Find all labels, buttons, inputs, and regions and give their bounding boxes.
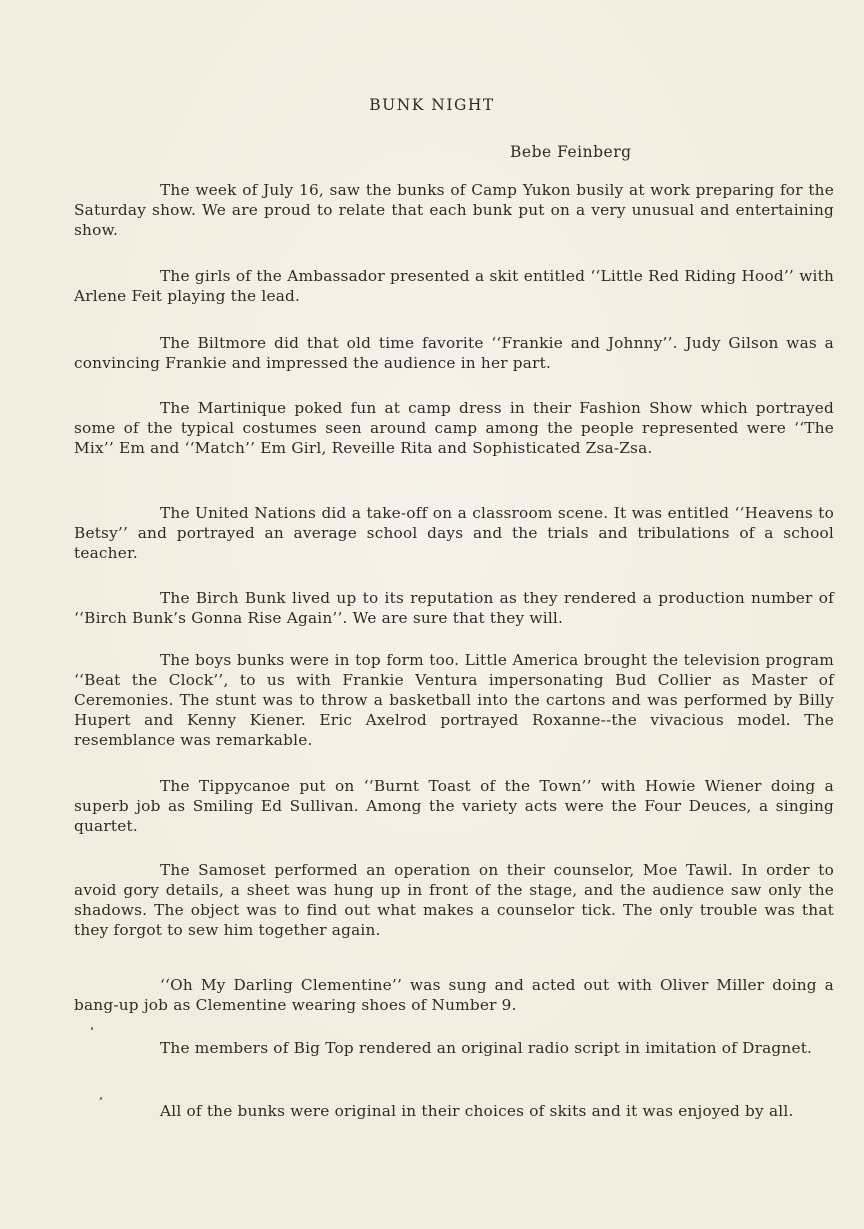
paragraph-2: The girls of the Ambassador presented a skit entitled ‘‘Little Red Riding Hood’’ with Arlene Feit playing the lead. [74,267,834,305]
paragraph-5: The United Nations did a take-off on a classroom scene. It was entitled ‘‘Heavens to Betsy’’ and portrayed an average school days and the trials and tribulations of a school teacher. [74,504,834,562]
paragraph-4: The Martinique poked fun at camp dress in their Fashion Show which portrayed some of the typical costumes seen around camp among the people represented were ‘‘The Mix’’ Em and ‘‘Match’’ Em Girl, Reveille Rita and Sophisticated Zsa-Zsa. [74,399,834,457]
paper-speck [99,1097,102,1101]
document-title: BUNK NIGHT [369,96,495,114]
paragraph-8: The Tippycanoe put on ‘‘Burnt Toast of the Town’’ with Howie Wiener doing a superb job as Smiling Ed Sullivan. Among the variety acts were the Four Deuces, a singing quartet. [74,777,834,835]
paragraph-1: The week of July 16, saw the bunks of Camp Yukon busily at work preparing for the Saturday show. We are proud to relate that each bunk put on a very unusual and entertaining show. [74,181,834,239]
paragraph-6: The Birch Bunk lived up to its reputation as they rendered a production number of ‘‘Birch Bunk’s Gonna Rise Again’’. We are sure that they will. [74,589,834,627]
paragraph-11: The members of Big Top rendered an original radio script in imitation of Dragnet. [160,1039,813,1057]
paragraph-7: The boys bunks were in top form too. Little America brought the television program ‘‘Beat the Clock’’, to us with Frankie Ventura impersonating Bud Collier as Master of Ceremonies. The stunt was to throw a basketball into the cartons and was performed by Billy Hupert and Kenny Kiener. Eric Axelrod portrayed Roxanne--the vivacious model. The resemblance was remarkable. [74,651,834,749]
paper-speck [91,1027,93,1030]
paragraph-10: ‘‘Oh My Darling Clementine’’ was sung and acted out with Oliver Miller doing a bang-up job as Clementine wearing shoes of Number 9. [74,976,834,1014]
paragraph-3: The Biltmore did that old time favorite ‘‘Frankie and Johnny’’. Judy Gilson was a convincing Frankie and impressed the audience in her part. [74,334,834,372]
paragraph-12: All of the bunks were original in their choices of skits and it was enjoyed by all. [160,1102,794,1120]
author-byline: Bebe Feinberg [510,143,632,161]
paragraph-9: The Samoset performed an operation on their counselor, Moe Tawil. In order to avoid gory details, a sheet was hung up in front of the stage, and the audience saw only the shadows. The object was to find out what makes a counselor tick. The only trouble was that they forgot to sew him together again. [74,861,834,939]
